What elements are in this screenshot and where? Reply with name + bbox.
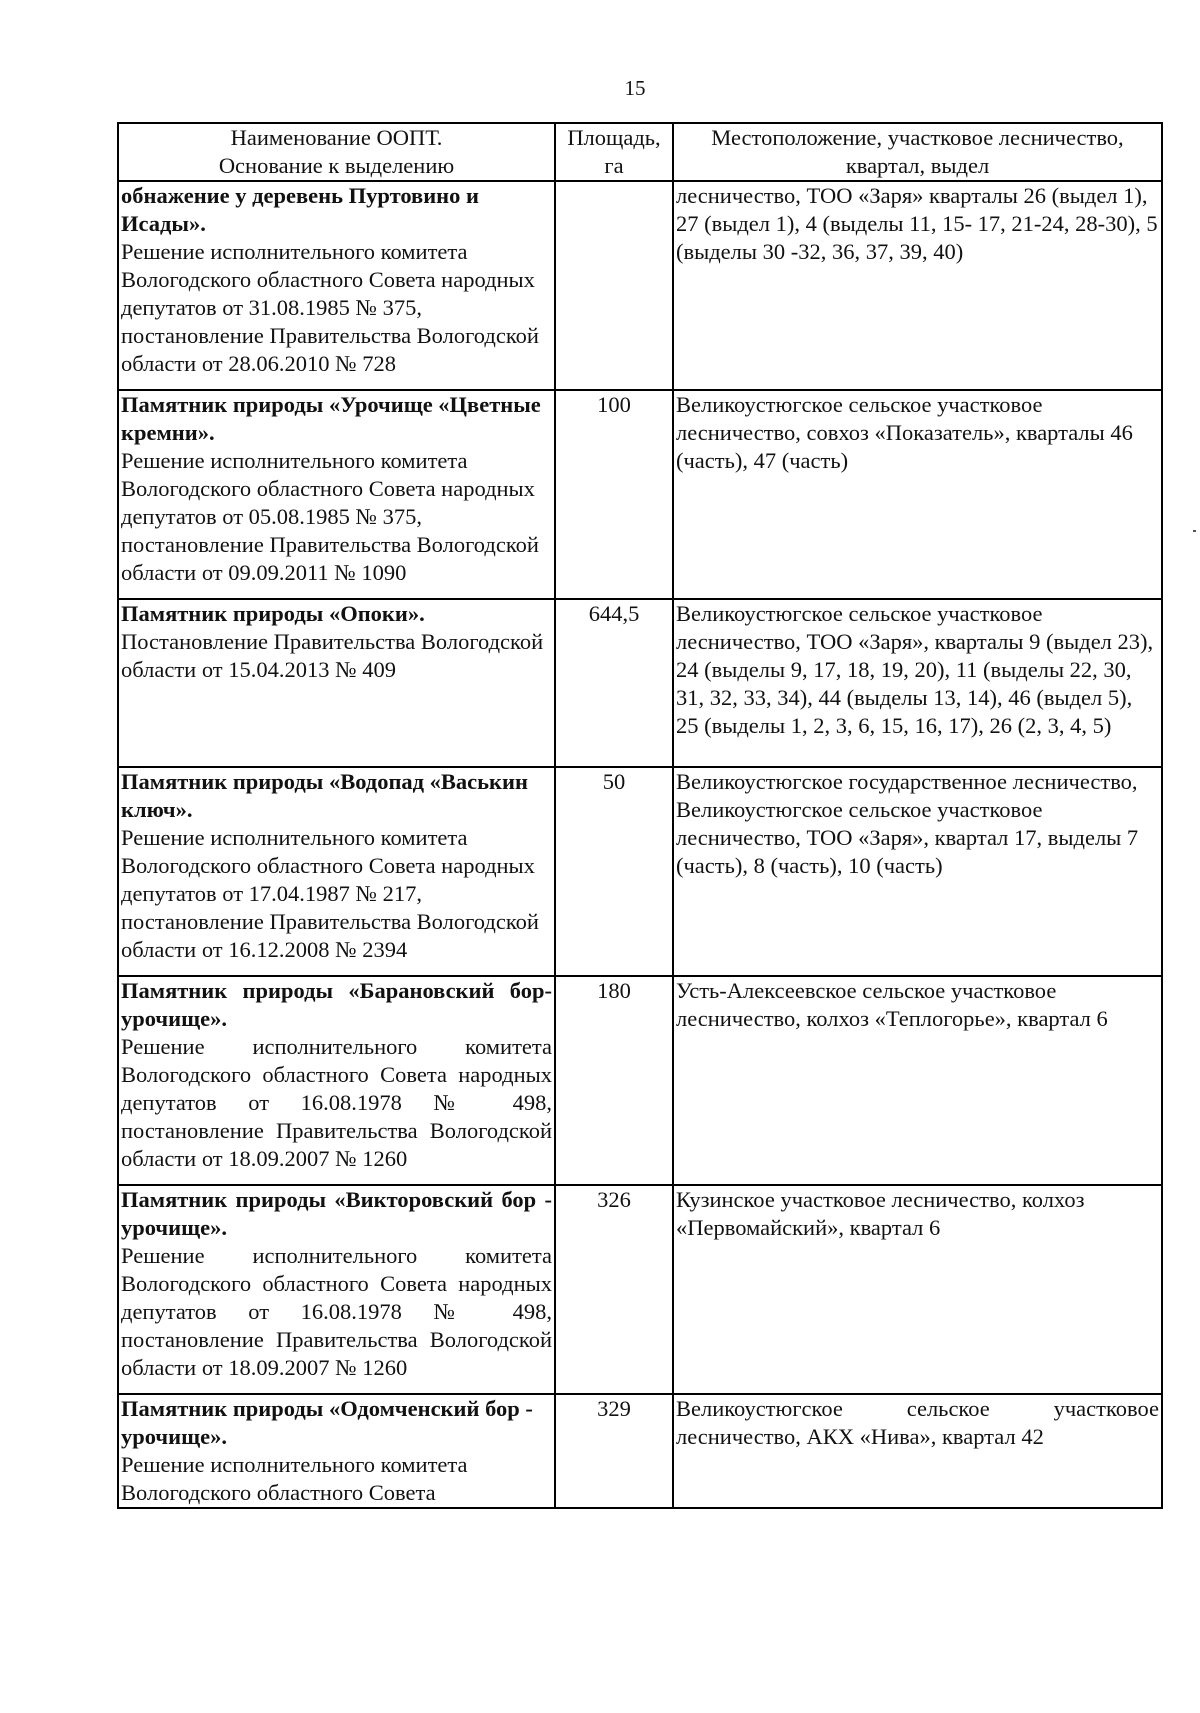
oopt-name: Памятник природы «Барановский бор-урочище». [121,978,552,1031]
area-cell: 329 [555,1394,673,1508]
oopt-basis: Постановление Правительства Вологодской области от 15.04.2013 № 409 [121,629,544,682]
table-row [118,1185,1162,1394]
oopt-name: Памятник природы «Водопад «Васькин ключ». [121,769,528,822]
page-number: 15 [624,76,646,100]
name-cell [118,599,555,767]
name-cell [118,390,555,599]
header-area: Площадь, га [555,123,673,181]
location-cell: Великоустюгское государственное лесничество, Великоустюгское сельское участковое лесничество, ТОО «Заря», квартал 17, выделы 7 (часть), 8 (часть), 10 (часть) [673,767,1162,976]
header-location: Местоположение, участковое лесничество, квартал, выдел [673,123,1162,181]
table-row [118,976,1162,1185]
table-header [118,123,1162,181]
area-cell: 100 [555,390,673,599]
location-cell: Великоустюгское сельское участковое лесничество, совхоз «Показатель», кварталы 46 (часть), 47 (часть) [673,390,1162,599]
oopt-basis: Решение исполнительного комитета Вологодского областного Совета [121,1452,468,1505]
oopt-basis: Решение исполнительного комитета Вологодского областного Совета народных депутатов от 17.04.1987 № 217, постановление Правительства Вологодской области от 16.12.2008 № 2394 [121,825,539,962]
table-row [118,181,1162,390]
table-body [118,181,1162,1508]
table-row [118,599,1162,767]
name-cell [118,767,555,976]
location-cell: Кузинское участковое лесничество, колхоз «Первомайский», квартал 6 [673,1185,1162,1394]
area-cell: 326 [555,1185,673,1394]
oopt-basis: Решение исполнительного комитета Вологодского областного Совета народных депутатов от 05.08.1985 № 375, постановление Правительства Вологодской области от 09.09.2011 № 1090 [121,448,539,585]
scan-speck [1193,530,1196,532]
name-cell [118,1185,555,1394]
oopt-name: Памятник природы «Викторовский бор - урочище». [121,1187,552,1240]
oopt-table [117,122,1163,1509]
area-cell: 180 [555,976,673,1185]
area-cell [555,181,673,390]
oopt-basis: Решение исполнительного комитета Вологодского областного Совета народных депутатов от 16.08.1978 № 498, постановление Правительства Вологодской области от 18.09.2007 № 1260 [121,1243,552,1380]
header-row [118,123,1162,181]
location-cell: Великоустюгское сельское участковое лесничество, АКХ «Нива», квартал 42 [673,1394,1162,1508]
name-cell [118,181,555,390]
oopt-name: обнажение у деревень Пуртовино и Исады». [121,183,479,236]
table-row [118,1394,1162,1508]
name-cell [118,976,555,1185]
oopt-name: Памятник природы «Урочище «Цветные кремни». [121,392,541,445]
table-row [118,767,1162,976]
table-row [118,390,1162,599]
oopt-name: Памятник природы «Одомченский бор - урочище». [121,1396,533,1449]
oopt-basis: Решение исполнительного комитета Вологодского областного Совета народных депутатов от 16.08.1978 № 498, постановление Правительства Вологодской области от 18.09.2007 № 1260 [121,1034,552,1171]
area-cell: 50 [555,767,673,976]
name-cell [118,1394,555,1508]
location-cell: Усть-Алексеевское сельское участковое лесничество, колхоз «Теплогорье», квартал 6 [673,976,1162,1185]
oopt-name: Памятник природы «Опоки». [121,601,425,626]
location-cell: Великоустюгское сельское участковое лесничество, ТОО «Заря», кварталы 9 (выдел 23), 24 (выделы 9, 17, 18, 19, 20), 11 (выделы 22, 30, 31, 32, 33, 34), 44 (выделы 13, 14), 46 (выдел 5), 25 (выделы 1, 2, 3, 6, 15, 16, 17), 26 (2, 3, 4, 5) [673,599,1162,767]
header-name: Наименование ООПТ. Основание к выделению [118,123,555,181]
location-cell: лесничество, ТОО «Заря» кварталы 26 (выдел 1), 27 (выдел 1), 4 (выделы 11, 15- 17, 21-24, 28-30), 5 (выделы 30 -32, 36, 37, 39, 40) [673,181,1162,390]
oopt-basis: Решение исполнительного комитета Вологодского областного Совета народных депутатов от 31.08.1985 № 375, постановление Правительства Вологодской области от 28.06.2010 № 728 [121,239,539,376]
area-cell: 644,5 [555,599,673,767]
